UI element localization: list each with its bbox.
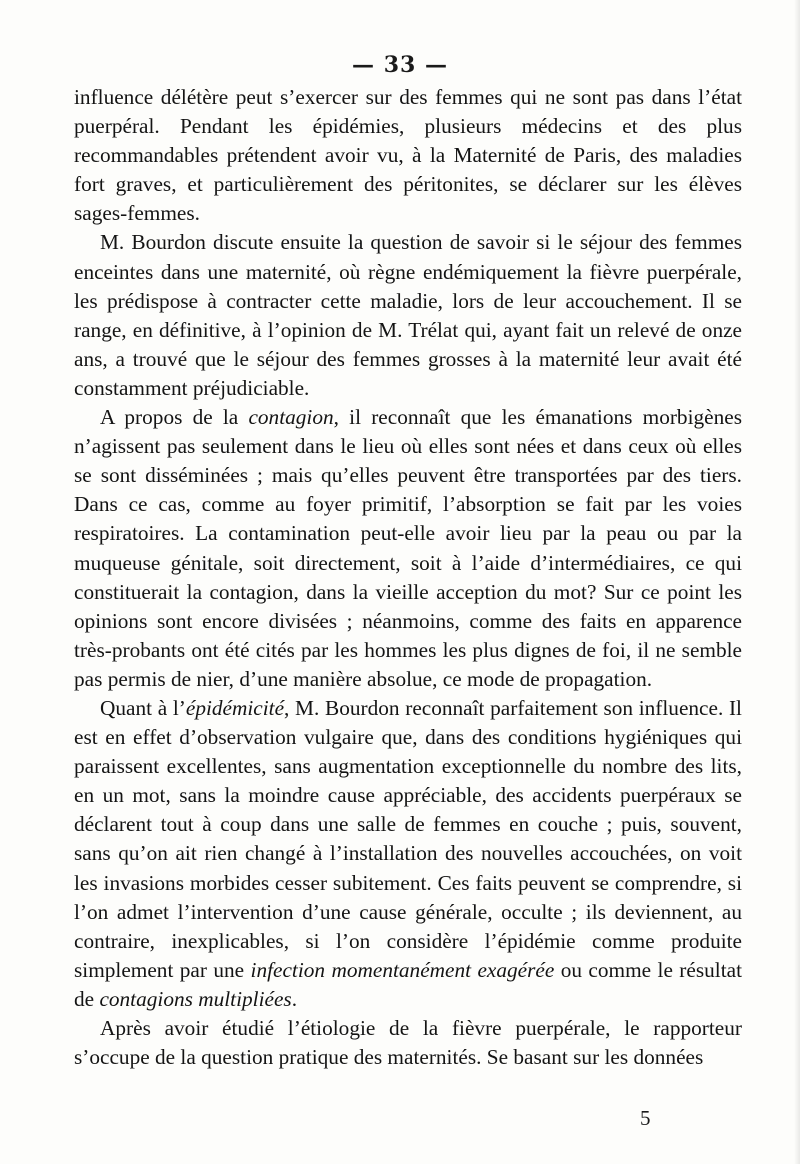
paragraph xyxy=(74,694,742,1014)
paragraph xyxy=(74,1014,742,1072)
text-segment: A propos de la xyxy=(100,405,249,430)
text-segment: , il reconnaît que les émanations morbigènes n’agissent pas seulement dans le lieu où elles sont nées et dans ceux où elles se sont disséminées ; mais qu’elles peuvent être transportées par des tiers. Dans ce cas, comme au foyer primitif, l’absorption se fait par les voies respiratoires. La contamination peut-elle avoir lieu par la peau ou par la muqueuse génitale, soit directement, soit à l’aide d’intermédiaires, ce qui constituerait la contagion, dans la vieille acception du mot? Sur ce point les opinions sont encore divisées ; néanmoins, comme des faits en apparence très-probants ont été cités par les hommes les plus dignes de foi, il ne semble pas permis de nier, d’une manière absolue, ce mode de propagation. xyxy=(74,405,742,691)
page-number: — 33 — xyxy=(352,52,448,78)
text-segment: Quant à l’ xyxy=(100,695,186,720)
body-text xyxy=(74,83,742,1072)
text-segment: ou comme le résultat de xyxy=(74,957,742,1011)
text-segment: influence délétère peut s’exercer sur des femmes qui ne sont pas dans l’état puerpéral. Pendant les épidémies, plusieurs médecins et des plus recommandables prétendent avoir vu, à la Maternité de Paris, des maladies fort graves, et particulièrement des péritonites, se déclarer sur les élèves sages-femmes. xyxy=(74,85,742,226)
italic-term: contagion xyxy=(248,405,334,430)
italic-term: infection momentanément exagérée xyxy=(250,957,555,982)
signature-mark: 5 xyxy=(640,1106,651,1130)
text-segment: , M. Bourdon reconnaît parfaitement son influence. Il est en effet d’observation vulgaire que, dans des conditions hygiéniques qui paraissent excellentes, sans augmentation exceptionnelle du nombre des lits, en un mot, sans la moindre cause appréciable, des accidents puerpéraux se déclarent tout à coup dans une salle de femmes en couche ; puis, souvent, sans qu’on ait rien changé à l’installation des nouvelles accouchées, on voit les invasions morbides cesser subitement. Ces faits peuvent se comprendre, si l’on admet l’intervention d’une cause générale, occulte ; ils deviennent, au contraire, inexplicables, si l’on considère l’épidémie comme produite simplement par une xyxy=(74,695,742,982)
text-segment: Après avoir étudié l’étiologie de la fièvre puerpérale, le rapporteur s’occupe de la question pratique des maternités. Se basant sur les données xyxy=(74,1016,742,1070)
paragraph xyxy=(74,228,742,403)
paragraph xyxy=(74,403,742,694)
italic-term: contagions multipliées xyxy=(99,986,292,1011)
page-edge-shadow xyxy=(794,0,800,1164)
text-segment: . xyxy=(291,986,298,1011)
italic-term: épidémicité xyxy=(185,695,285,720)
paragraph xyxy=(74,83,742,228)
text-segment: M. Bourdon discute ensuite la question de savoir si le séjour des femmes enceintes dans une maternité, où règne endémiquement la fièvre puerpérale, les prédispose à contracter cette maladie, lors de leur accouchement. Il se range, en définitive, à l’opinion de M. Trélat qui, ayant fait un relevé de onze ans, a trouvé que le séjour des femmes grosses à la maternité leur avait été constamment préjudiciable. xyxy=(74,230,742,400)
